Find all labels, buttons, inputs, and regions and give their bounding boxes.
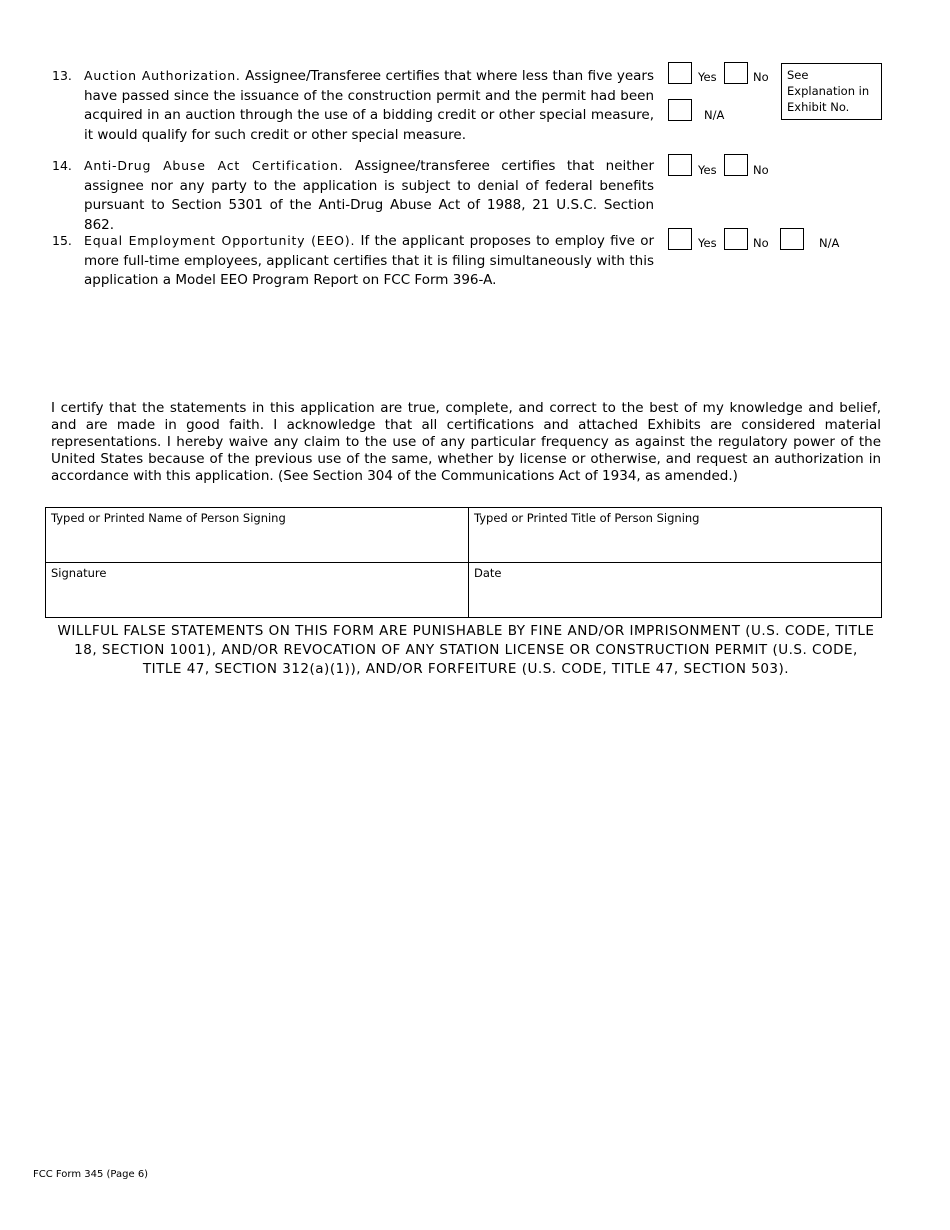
exhibit-explanation-label: See Explanation in Exhibit No. (787, 68, 870, 114)
false-statement-warning: WILLFUL FALSE STATEMENTS ON THIS FORM ARE PUNISHABLE BY FINE AND/OR IMPRISONMENT (U.S. CODE, TITLE 18, SECTION 1001), AND/OR REVOCATION OF ANY STATION LICENSE OR CONSTRUCTION PERMIT (U.S. CODE, TITLE 47, SECTION 312(a)(1)), AND/OR FORFEITURE (U.S. CODE, TITLE 47, SECTION 503). (57, 623, 875, 677)
item-description: Assignee/transferee certifies that neither assignee nor any party to the application is subject to denial of federal benefits pursuant to Section 5301 of the Anti-Drug Abuse Act of 1988, 21 U.S.C. Section 862. (84, 158, 654, 233)
item-13-no-checkbox[interactable] (724, 62, 748, 84)
name-field[interactable] (46, 508, 468, 562)
name-field-label: Typed or Printed Name of Person Signing (51, 511, 286, 525)
item-number: 15. (52, 233, 72, 248)
item-15 (52, 231, 654, 291)
item-heading: Anti-Drug Abuse Act Certification. (84, 158, 344, 173)
date-field-label: Date (474, 566, 502, 580)
signature-field[interactable] (46, 563, 468, 617)
item-15-yes-checkbox[interactable] (668, 228, 692, 250)
item-description: If the applicant proposes to employ five or more full-time employees, applicant certifies that it is filing simultaneously with this application a Model EEO Program Report on FCC Form 396-A. (84, 233, 654, 288)
item-15-no-label: No (753, 236, 769, 250)
title-field[interactable] (469, 508, 881, 562)
item-13-no-label: No (753, 70, 769, 84)
item-15-na-checkbox[interactable] (780, 228, 804, 250)
item-14-yes-label: Yes (698, 163, 717, 177)
item-heading: Auction Authorization. (84, 68, 241, 83)
item-15-na-label: N/A (819, 236, 840, 250)
date-field[interactable] (469, 563, 881, 617)
title-field-label: Typed or Printed Title of Person Signing (474, 511, 700, 525)
signature-field-label: Signature (51, 566, 107, 580)
item-number: 14. (52, 158, 72, 173)
item-description: Assignee/Transferee certifies that where less than five years have passed since the issuance of the construction permit and the permit had been acquired in an auction through the use of a bidding credit or other special measure, it would qualify for such credit or other special measure. (84, 68, 654, 143)
signature-table (45, 507, 882, 618)
item-heading: Equal Employment Opportunity (EEO). (84, 233, 356, 248)
item-14 (52, 156, 654, 235)
item-14-yes-checkbox[interactable] (668, 154, 692, 176)
item-13-yes-label: Yes (698, 70, 717, 84)
item-13-na-label: N/A (704, 108, 725, 122)
item-text (84, 231, 654, 291)
item-13 (52, 66, 654, 145)
item-14-no-label: No (753, 163, 769, 177)
item-14-no-checkbox[interactable] (724, 154, 748, 176)
certification-statement: I certify that the statements in this application are true, complete, and correct to the best of my knowledge and belief, and are made in good faith. I acknowledge that all certifications and attached Exhibits are considered material representations. I hereby waive any claim to the use of any particular frequency as against the regulatory power of the United States because of the previous use of the same, whether by license or otherwise, and request an authorization in accordance with this application. (See Section 304 of the Communications Act of 1934, as amended.) (51, 400, 881, 484)
item-text (84, 66, 654, 145)
page-footer: FCC Form 345 (Page 6) (33, 1169, 149, 1180)
item-13-yes-checkbox[interactable] (668, 62, 692, 84)
item-13-na-checkbox[interactable] (668, 99, 692, 121)
item-number: 13. (52, 68, 72, 83)
item-15-yes-label: Yes (698, 236, 717, 250)
item-15-no-checkbox[interactable] (724, 228, 748, 250)
item-text (84, 156, 654, 235)
exhibit-explanation-box[interactable] (781, 63, 882, 120)
